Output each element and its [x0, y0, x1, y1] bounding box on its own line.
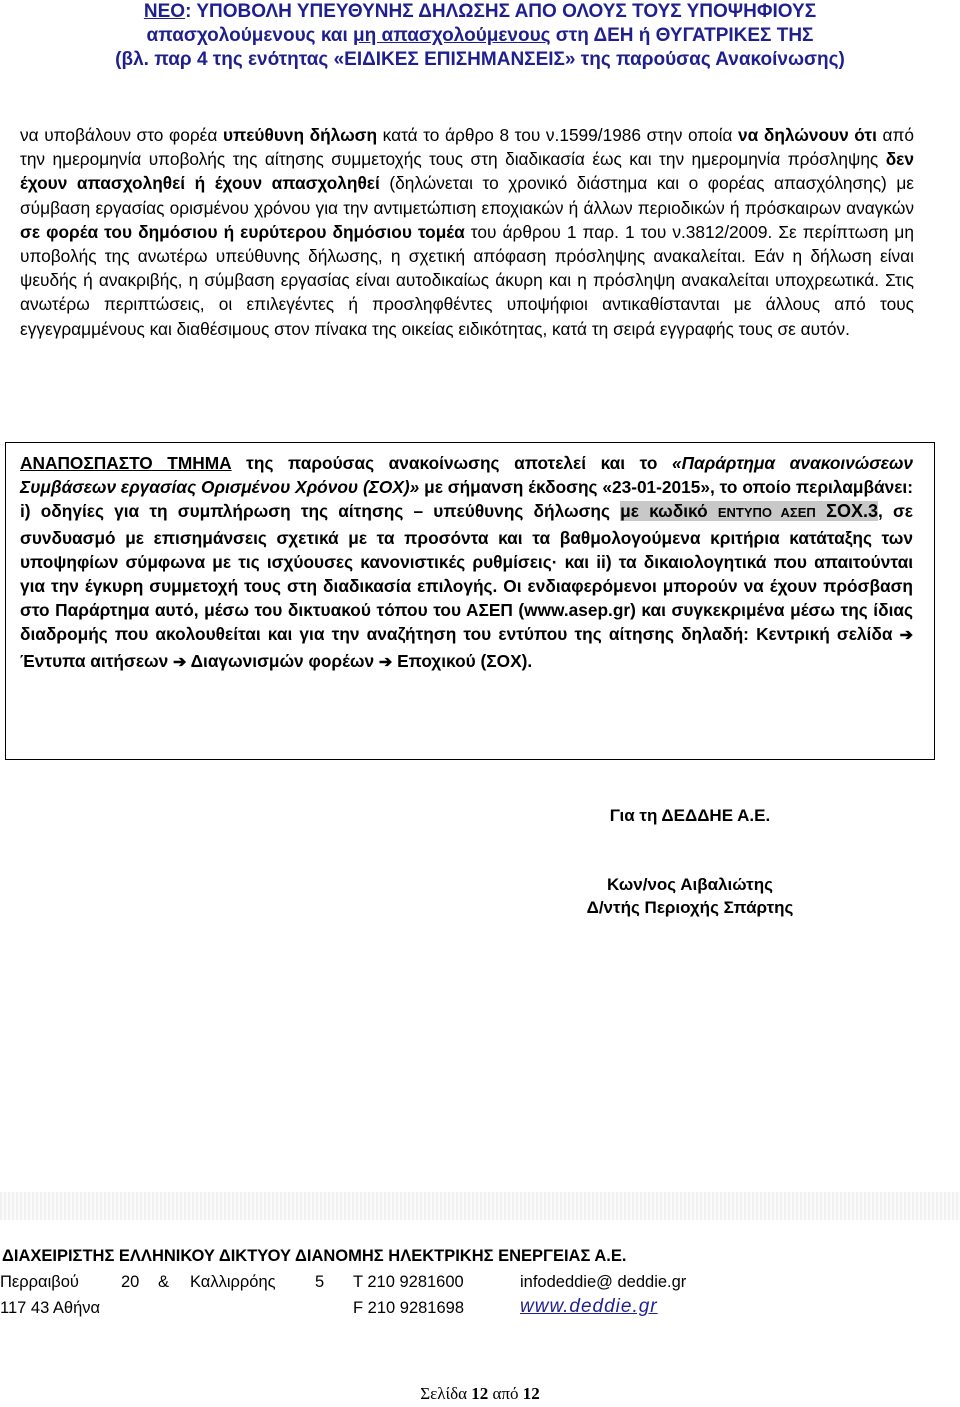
footer-amp: & — [158, 1273, 170, 1291]
declaration-paragraph — [20, 123, 914, 341]
footer-street-2: Καλλιρρόης — [190, 1273, 276, 1291]
code-label: με κωδικό — [620, 501, 718, 522]
header-line-2-a: απασχολούμενους και — [146, 25, 354, 46]
annex-paragraph — [20, 451, 913, 675]
text-run: της παρούσας ανακοίνωσης αποτελεί και το — [231, 453, 672, 473]
page-prefix: Σελίδα — [420, 1384, 472, 1403]
text-run: του άρθρου 1 παρ. 1 του ν.3812/2009. Σε περίπτωση μη υποβολής της ανωτέρω υπεύθυνης δήλωσης, η σχετική απόφαση πρόσληψης ανακαλείται. Εάν η δήλωση είναι ψευδής ή ανακριβής, η σύμβαση εργασίας είναι αυτοδικαίως άκυρη και η πρόσληψη ανακαλείται υποχρεωτικά. Στις ανωτέρω περιπτώσεις, οι επιλεγέντες ή προσληφθέντες υποψήφιοι αντικαθίστανται με άλλους από τους εγγεγραμμένους και διαθέσιμους στον πίνακα της οικείας ειδικότητας, κατά τη σειρά εγγραφής τους σε αυτόν. — [20, 221, 914, 339]
arrow-right-icon: ➔ — [173, 653, 187, 671]
signature-title: Δ/ντής Περιοχής Σπάρτης — [586, 898, 794, 917]
text-run: κατά το άρθρο 8 του ν.1599/1986 στην οποία — [377, 125, 739, 145]
header-line-1-text: : ΥΠΟΒΟΛΗ ΥΠΕΥΘΥΝΗΣ ΔΗΛΩΣΗΣ ΑΠΟ ΟΛΟΥΣ ΤΟΥΣ ΥΠΟΨΗΦΙΟΥΣ — [185, 1, 817, 22]
code-form: ΕΝΤΥΠΟ ΑΣΕΠ — [717, 505, 816, 521]
code-highlight — [620, 501, 878, 521]
text-run: από την ημερομηνία υποβολής της αίτησης συμμετοχής τους στη διαδικασία έως και την ημερομηνία πρόσληψης — [20, 125, 915, 170]
footer-street-number: 20 — [121, 1273, 140, 1291]
footer-divider — [0, 1192, 960, 1220]
footer-street-number-2: 5 — [315, 1273, 325, 1291]
header-new-label: ΝΕΟ — [143, 1, 186, 22]
path-step: Διαγωνισμών φορέων — [186, 650, 379, 671]
path-step: Εποχικού (ΣΟΧ). — [392, 650, 533, 671]
footer-phone: Τ 210 9281600 — [353, 1273, 464, 1291]
bold-run: να δηλώνουν ότι — [738, 125, 877, 145]
footer-address-row — [0, 1269, 960, 1295]
annex-italic-title: «Παράρτημα ανακοινώσεων Συμβάσεων εργασίας Ορισμένου Χρόνου (ΣΟΧ)» — [20, 453, 914, 498]
arrow-right-icon: ➔ — [378, 653, 393, 671]
header-line-1 — [0, 0, 960, 24]
footer-city-row — [0, 1295, 960, 1321]
document-header — [0, 0, 960, 72]
signature-name: Κων/νος Αιβαλιώτης — [607, 875, 773, 894]
arrow-right-icon: ➔ — [899, 627, 913, 645]
footer-fax: F 210 9281698 — [353, 1299, 465, 1317]
header-line-2-b: μη απασχολούμενους — [353, 25, 551, 46]
text-run: , σε συνδυασμό με επισημάνσεις σχετικά με τα προσόντα και τα βαθμολογούμενα κριτήρια κατάταξης των υποψηφίων σύμφωνα με τις ισχύουσες κανονιστικές ρυθμίσεις· και ii) τα δικαιολογητικά που απαιτούνται για την έγκυρη συμμετοχή τους στη διαδικασία επιλογής. Οι ενδιαφερόμενοι μπορούν να έχουν πρόσβαση στο Παράρτημα αυτό, μέσω του δικτυακού τόπου του ΑΣΕΠ (www.asep.gr) και συγκεκριμένα μέσω της ίδιας διαδρομής που ακολουθείται και για την αναζήτηση του εντύπου της αίτησης δηλαδή: Κεντρική σελίδα — [20, 501, 913, 645]
bold-run: σε φορέα του δημόσιου ή ευρύτερου δημόσιου τομέα — [20, 221, 465, 242]
page-total: 12 — [522, 1384, 540, 1403]
text-run: (δηλώνεται το χρονικό διάστημα και ο φορέας απασχόλησης) με σύμβαση εργασίας ορισμένου χρόνου για την αντιμετώπιση εποχιακών ή άλλων περιοδικών ή πρόσκαιρων αναγκών — [20, 173, 914, 218]
bold-run: δεν έχουν απασχοληθεί ή έχουν απασχοληθεί — [20, 149, 914, 194]
bold-run: υπεύθυνη δήλωση — [222, 125, 378, 145]
page-number — [0, 1384, 960, 1404]
footer-city: 117 43 Αθήνα — [0, 1299, 101, 1317]
text-run: με σήμανση έκδοσης «23-01-2015», το οποίο περιλαμβάνει: i) οδηγίες για τη συμπλήρωση της αίτησης – υπεύθυνης δήλωσης — [20, 477, 913, 522]
footer-org-name: ΔΙΑΧΕΙΡΙΣΤΗΣ ΕΛΛΗΝΙΚΟΥ ΔΙΚΤΥΟΥ ΔΙΑΝΟΜΗΣ ΗΛΕΚΤΡΙΚΗΣ ΕΝΕΡΓΕΙΑΣ Α.Ε. — [2, 1247, 627, 1265]
header-line-2 — [0, 24, 960, 48]
footer — [0, 1243, 960, 1321]
footer-email[interactable]: infodeddie@ deddie.gr — [520, 1273, 687, 1291]
code-number: ΣΟΧ.3 — [815, 501, 878, 522]
signature-org: Για τη ΔΕΔΔΗΕ Α.Ε. — [609, 806, 771, 825]
footer-website-link[interactable]: www.deddie.gr — [520, 1296, 658, 1317]
annex-title: ΑΝΑΠΟΣΠΑΣΤΟ ΤΜΗΜΑ — [20, 453, 232, 473]
page-mid: από — [488, 1384, 523, 1403]
footer-street: Περραιβού — [0, 1273, 79, 1291]
header-line-2-c: στη ΔΕΗ ή ΘΥΓΑΤΡΙΚΕΣ ΤΗΣ — [550, 25, 814, 46]
header-line-3: (βλ. παρ 4 της ενότητας «ΕΙΔΙΚΕΣ ΕΠΙΣΗΜΑΝΣΕΙΣ» της παρούσας Ανακοίνωσης) — [115, 49, 845, 70]
page-current: 12 — [471, 1384, 489, 1403]
text-run: να υποβάλουν στο φορέα — [20, 125, 223, 145]
path-step: Έντυπα αιτήσεων — [20, 650, 174, 671]
